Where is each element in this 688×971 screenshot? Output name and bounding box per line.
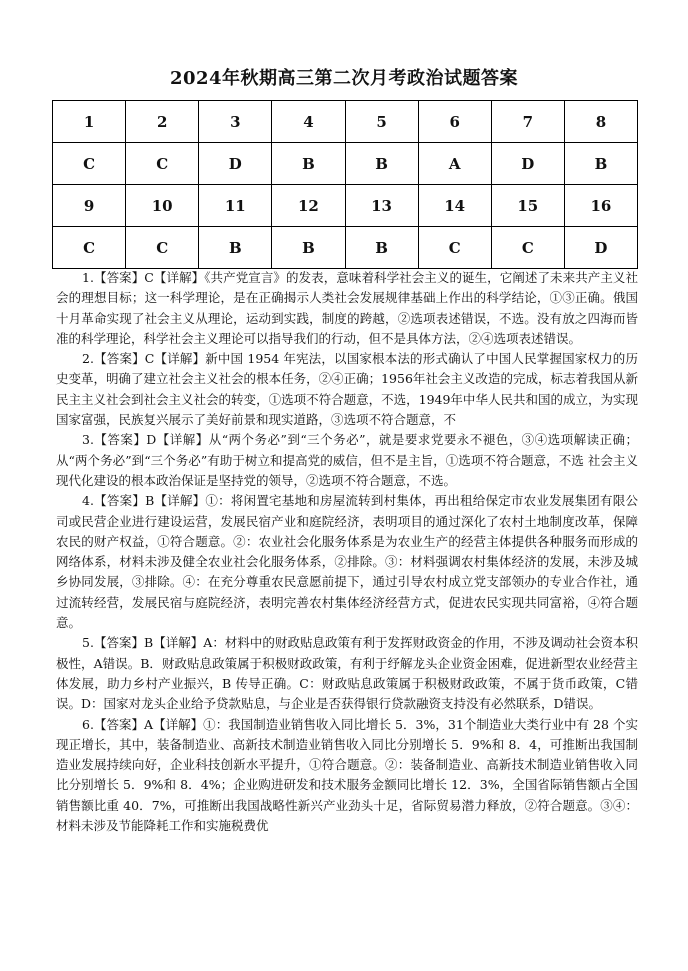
answer-explanations bbox=[56, 268, 638, 836]
table-cell: B bbox=[199, 227, 272, 269]
explanation-paragraph-1: 1.【答案】C【详解】《共产党宣言》的发表，意味着科学社会主义的诞生，它阐述了未来共产主义社会的理想目标；这一科学理论，是在正确揭示人类社会发展规律基础上作出的科学结论，①③正确。俄国十月革命实现了社会主义从理论，运动到实践，制度的跨越，②选项表述错误，不选。没有放之四海而皆准的科学理论，科学社会主义理论可以指导我们的行动，但不是具体方法，②④选项表述错误。 bbox=[56, 270, 638, 346]
table-cell: 12 bbox=[272, 185, 345, 227]
table-cell: C bbox=[53, 227, 126, 269]
table-cell: 11 bbox=[199, 185, 272, 227]
table-cell: C bbox=[126, 143, 199, 185]
explanation-paragraph-2: 2.【答案】C【详解】新中国 1954 年宪法，以国家根本法的形式确认了中国人民掌握国家权力的历史变革，明确了建立社会主义社会的根本任务，②④正确；1956年社会主义改造的完成，标志着我国从新民主主义社会到社会主义社会的转变，①选项不符合题意，不选，1949年中华人民共和国的成立，为实现国家富强，民族复兴展示了美好前景和现实道路，③选项不符合题意，不 bbox=[56, 351, 638, 428]
table-row bbox=[53, 185, 638, 227]
table-cell: B bbox=[345, 227, 418, 269]
table-cell: 13 bbox=[345, 185, 418, 227]
table-cell: A bbox=[418, 143, 491, 185]
table-cell: 15 bbox=[491, 185, 564, 227]
table-cell: C bbox=[53, 143, 126, 185]
table-cell: D bbox=[491, 143, 564, 185]
table-cell: C bbox=[491, 227, 564, 269]
explanation-paragraph-5: 5.【答案】B【详解】A：材料中的财政贴息政策有利于发挥财政资金的作用，不涉及调动社会资本积极性，A错误。B．财政贴息政策属于积极财政政策，有利于纾解龙头企业资金困难，促进新型农业经营主体发展，助力乡村产业振兴，B 传导正确。C：财政贴息政策属于积极财政政策，不属于货币政策，C错误。D：国家对龙头企业给予贷款贴息，与企业是否获得银行贷款融资支持没有必然联系，D错误。 bbox=[56, 635, 638, 712]
table-cell: B bbox=[272, 227, 345, 269]
explanation-paragraph-6: 6.【答案】A【详解】①：我国制造业销售收入同比增长 5．3%，31个制造业大类行业中有 28 个实现正增长，其中，装备制造业、高新技术制造业销售收入同比分别增长 5．9%和 8．4，可推断出我国制造业发展持续向好，企业科技创新水平提升，①符合题意。②：装备制造业、高新技术制造业销售收入同比分别增长 5．9%和 8．4%；企业购进研发和技术服务金额同比增长 12．3%，全国省际销售额占全国销售额比重 40．7%，可推断出我国战略性新兴产业劲头十足，省际贸易潜力释放，②符合题意。③④：材料未涉及节能降耗工作和实施税费优 bbox=[56, 716, 638, 834]
table-cell: D bbox=[199, 143, 272, 185]
table-cell: 1 bbox=[53, 101, 126, 143]
explanation-paragraph-4: 4.【答案】B【详解】①：将闲置宅基地和房屋流转到村集体，再出租给保定市农业发展集团有限公司或民营企业进行建设运营，发展民宿产业和庭院经济，表明项目的通过深化了农村土地制度改革，保障农民的财产权益，①符合题意。②：农业社会化服务体系是为农业生产的经营主体提供各种服务而形成的网络体系，材料未涉及健全农业社会化服务体系，②排除。③：材料强调农村集体经济的发展，未涉及城乡协同发展，③排除。④：在充分尊重农民意愿前提下，通过引导农村成立党支部领办的专业合作社，通过流转经营，发展民宿与庭院经济，表明完善农村集体经济经营方式，促进农民实现共同富裕，④符合题意。 bbox=[56, 493, 638, 631]
table-cell: 4 bbox=[272, 101, 345, 143]
table-cell: 2 bbox=[126, 101, 199, 143]
table-cell: C bbox=[418, 227, 491, 269]
table-cell: 3 bbox=[199, 101, 272, 143]
page-title: 2024年秋期高三第二次月考政治试题答案 bbox=[169, 68, 519, 89]
table-cell: 9 bbox=[53, 185, 126, 227]
table-cell: B bbox=[272, 143, 345, 185]
table-cell: 6 bbox=[418, 101, 491, 143]
answer-table bbox=[52, 100, 638, 269]
table-cell: B bbox=[345, 143, 418, 185]
table-cell: 8 bbox=[564, 101, 637, 143]
table-row bbox=[53, 101, 638, 143]
table-cell: 5 bbox=[345, 101, 418, 143]
table-cell: D bbox=[564, 227, 637, 269]
table-cell: 7 bbox=[491, 101, 564, 143]
table-cell: 14 bbox=[418, 185, 491, 227]
table-cell: B bbox=[564, 143, 637, 185]
table-row bbox=[53, 227, 638, 269]
table-cell: 16 bbox=[564, 185, 637, 227]
table-cell: 10 bbox=[126, 185, 199, 227]
explanation-paragraph-3: 3.【答案】D【详解】从“两个务必”到“三个务必”，就是要求党要永不褪色，③④选项解读正确；从“两个务必”到“三个务必”有助于树立和提高党的威信，但不是主旨，①选项不符合题意，不选 社会主义现代化建设的根本政治保证是坚持党的领导，②选项不符合题意，不选。 bbox=[56, 432, 638, 488]
table-cell: C bbox=[126, 227, 199, 269]
table-row bbox=[53, 143, 638, 185]
